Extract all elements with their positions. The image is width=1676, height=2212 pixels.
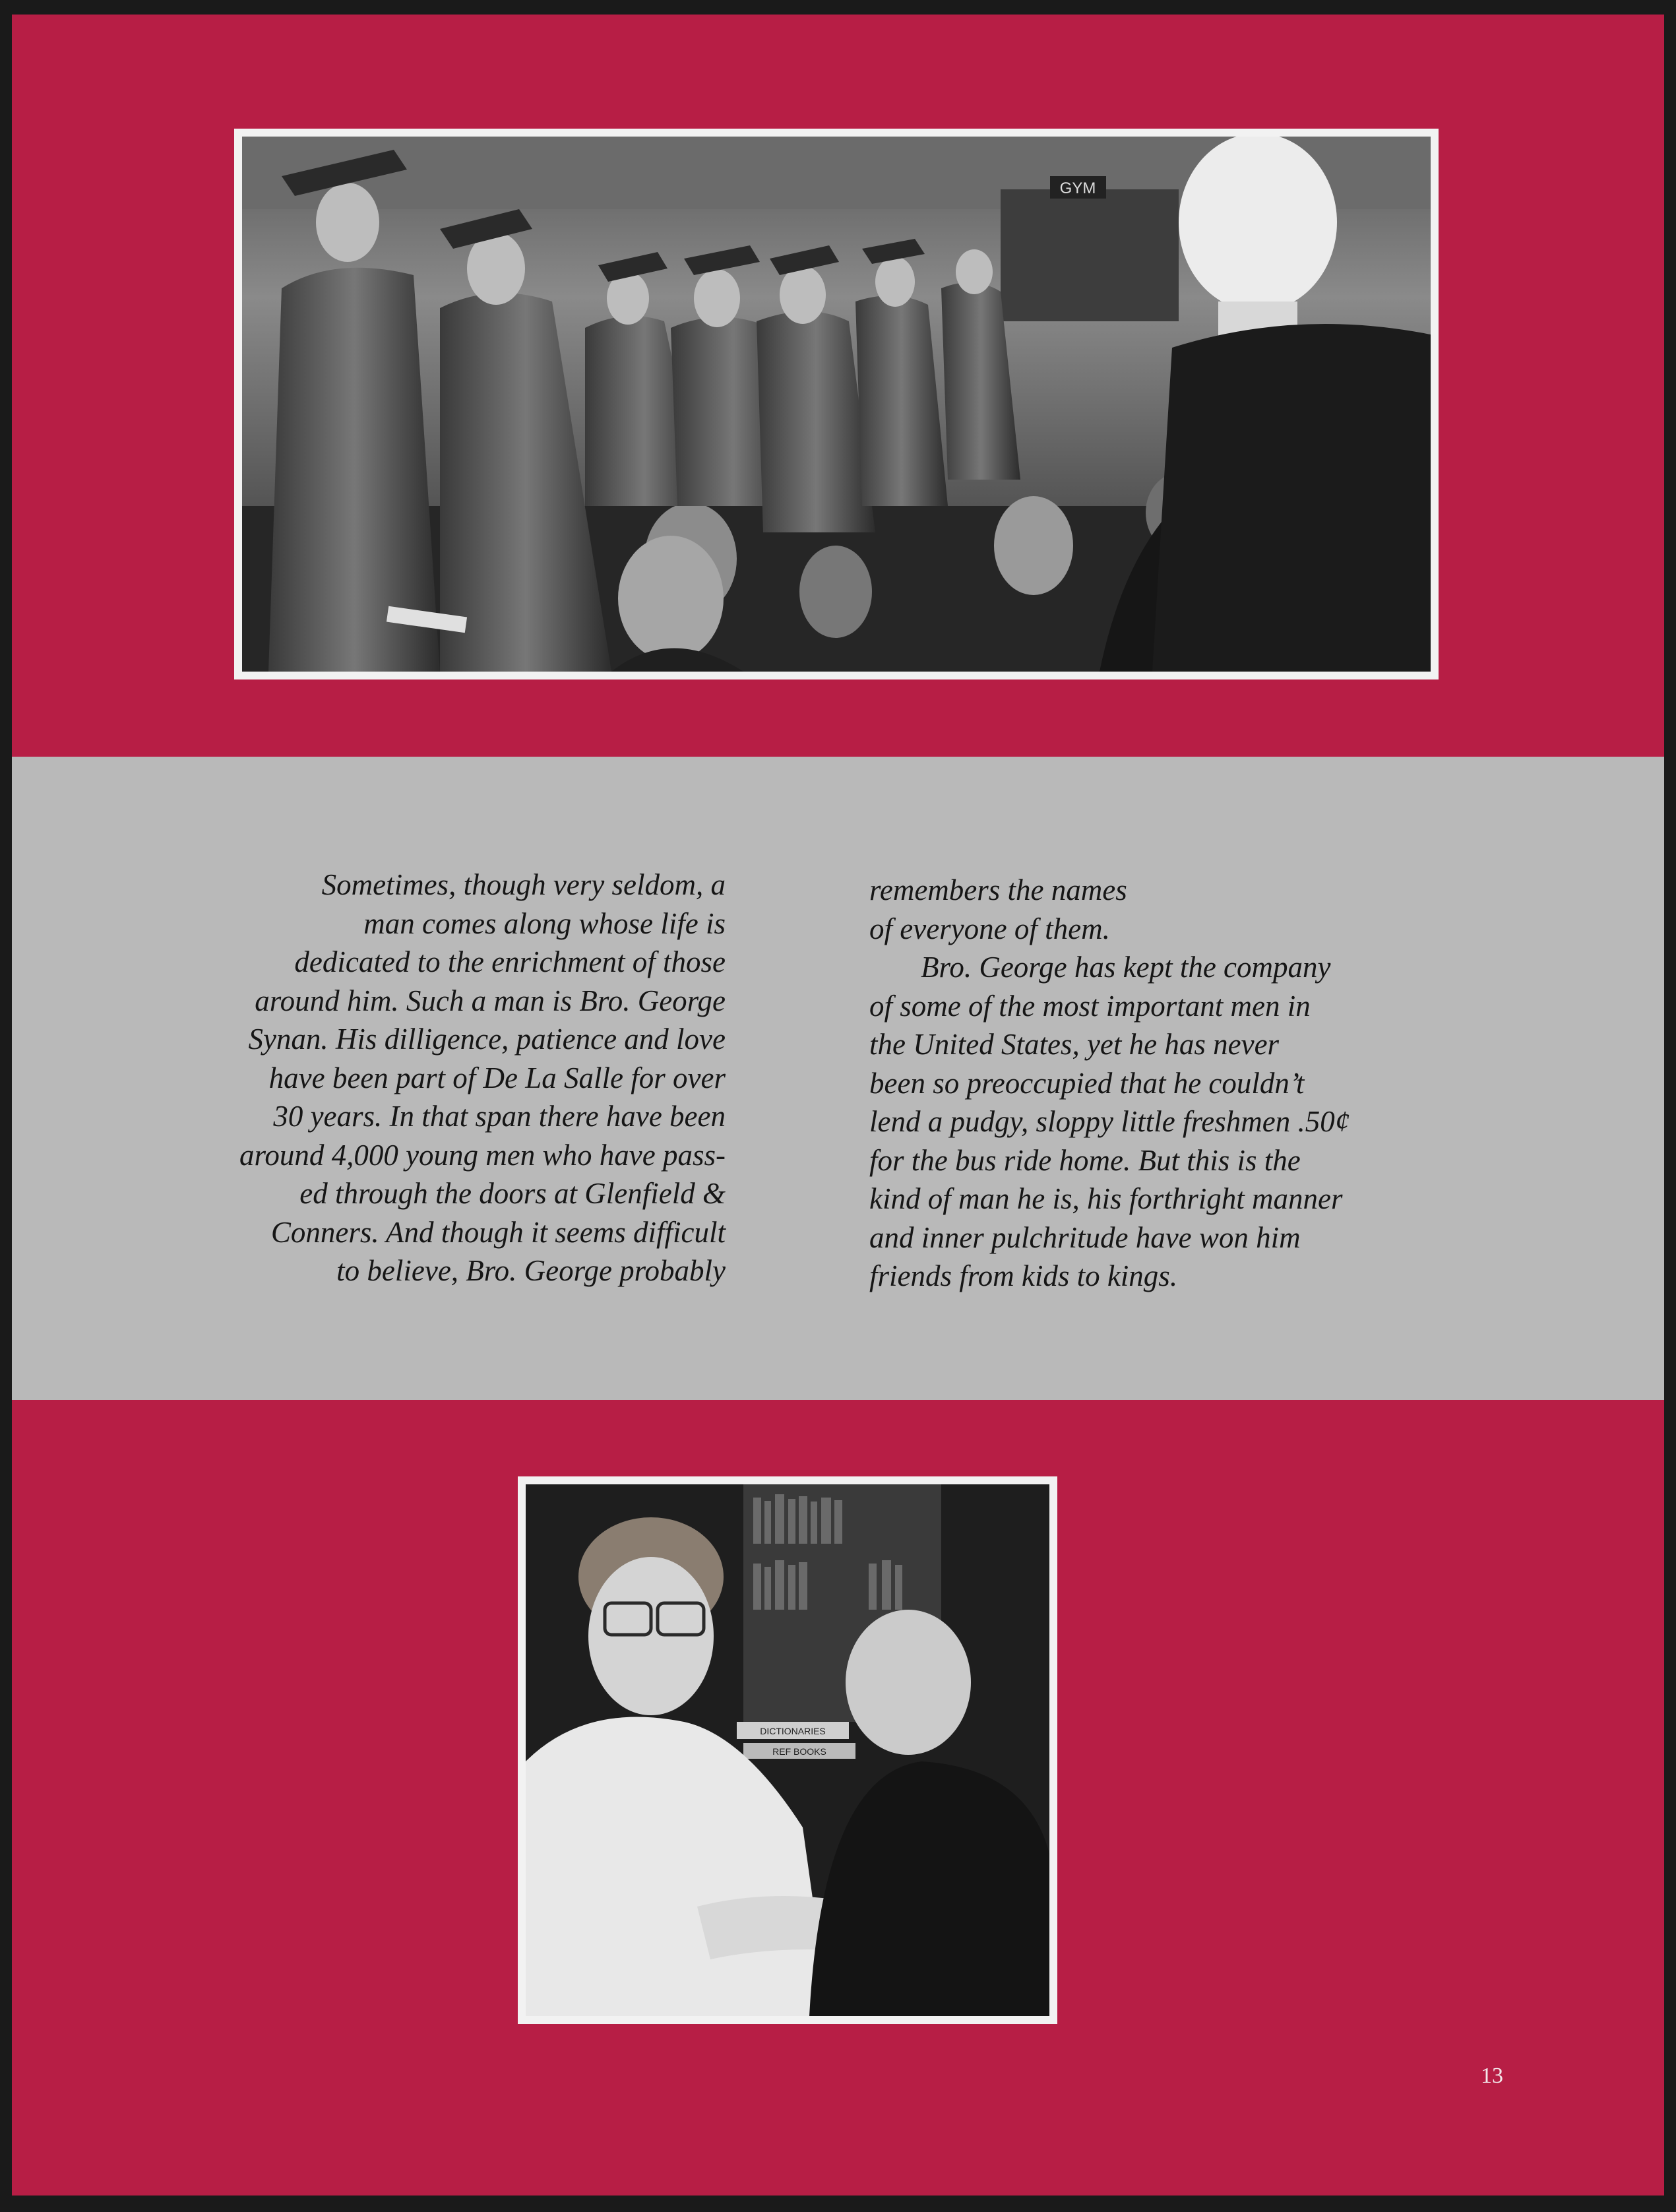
text-column-right — [869, 871, 1516, 1296]
text-column-left — [79, 866, 726, 1290]
text-line: around him. Such a man is Bro. George — [255, 984, 726, 1017]
text-line: 30 years. In that span there have been — [273, 1100, 726, 1133]
text-line: to believe, Bro. George probably — [336, 1254, 726, 1287]
ref-books-label: REF BOOKS — [772, 1746, 826, 1757]
text-line: friends from kids to kings. — [869, 1259, 1178, 1292]
text-line: Conners. And though it seems difficult — [270, 1215, 726, 1249]
dictionaries-label: DICTIONARIES — [760, 1726, 826, 1736]
library-portrait-photo — [518, 1476, 1057, 2024]
graduation-procession-photo — [234, 129, 1439, 679]
text-line: of some of the most important men in — [869, 989, 1311, 1023]
gym-sign: GYM — [1059, 179, 1096, 197]
text-line: have been part of De La Salle for over — [268, 1061, 726, 1094]
text-line: and inner pulchritude have won him — [869, 1220, 1301, 1254]
text-line: for the bus ride home. But this is the — [869, 1143, 1301, 1177]
page-number: 13 — [1481, 2064, 1503, 2088]
text-line: of everyone of them. — [869, 912, 1110, 945]
library-photo-image — [526, 1484, 1049, 2016]
text-line: kind of man he is, his forthright manner — [869, 1182, 1343, 1215]
text-line: Bro. George has kept the company — [921, 951, 1331, 984]
text-line: Sometimes, though very seldom, a — [321, 868, 726, 901]
text-line: Synan. His dilligence, patience and love — [248, 1023, 726, 1056]
text-line: dedicated to the enrichment of those — [294, 945, 726, 978]
text-line: around 4,000 young men who have pass- — [239, 1138, 726, 1172]
graduation-photo-image — [242, 137, 1431, 672]
text-line: man comes along whose life is — [363, 906, 726, 940]
text-line: remembers the names — [869, 873, 1127, 906]
text-line: been so preoccupied that he couldn’t — [869, 1066, 1305, 1100]
text-line: ed through the doors at Glenfield & — [299, 1177, 726, 1210]
text-line: the United States, yet he has never — [869, 1028, 1280, 1061]
text-line: lend a pudgy, sloppy little freshmen .50¢ — [869, 1105, 1350, 1138]
